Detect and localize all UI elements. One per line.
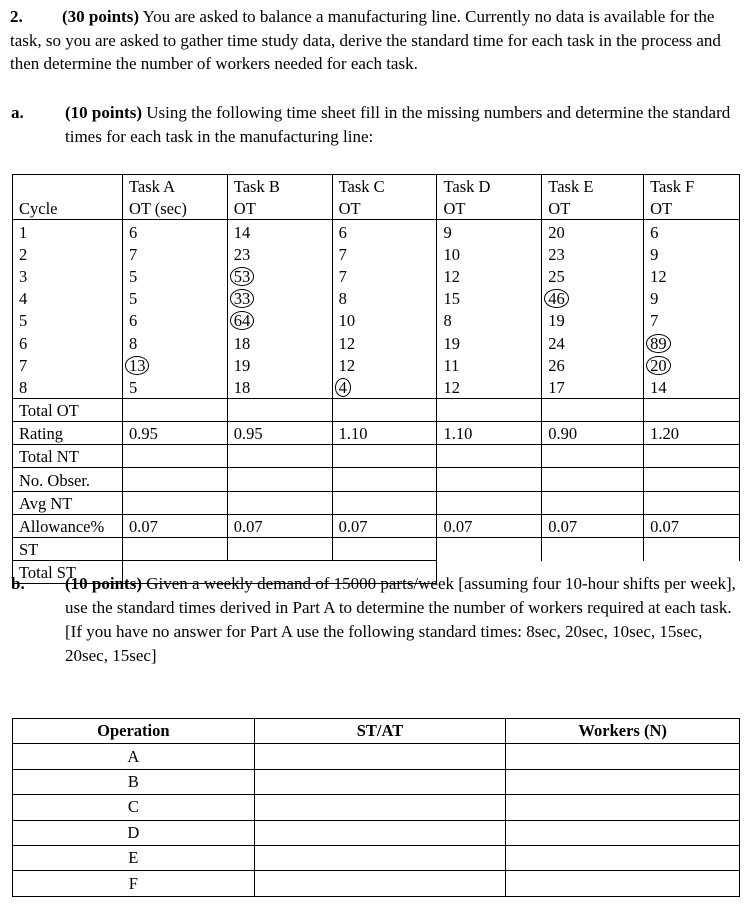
- cycle-number: 7: [13, 354, 123, 376]
- question-points: (30 points): [62, 7, 139, 26]
- operation-label: B: [13, 769, 255, 794]
- cycle-number: 6: [13, 331, 123, 353]
- ot-cell: 26: [542, 354, 644, 376]
- ot-cell: [122, 354, 227, 376]
- summary-row: [13, 445, 740, 468]
- cycle-row: [13, 265, 740, 287]
- summary-cell: [122, 468, 227, 491]
- circled-value: 53: [230, 267, 255, 286]
- cycle-row: [13, 220, 740, 243]
- ot-cell: 18: [227, 331, 332, 353]
- cycle-number: 4: [13, 287, 123, 309]
- summary-cell: [332, 468, 437, 491]
- summary-cell: [227, 538, 332, 561]
- ot-cell: 20: [542, 220, 644, 243]
- part-a: [11, 101, 738, 149]
- summary-cell: [437, 538, 542, 561]
- summary-cell: 0.07: [332, 514, 437, 537]
- st-at-cell: [254, 744, 506, 769]
- ot-cell: 7: [332, 265, 437, 287]
- summary-cell: [542, 538, 644, 561]
- question-number: 2.: [10, 7, 23, 26]
- ot-cell: 8: [122, 331, 227, 353]
- cycle-row: [13, 331, 740, 353]
- operation-label: E: [13, 845, 255, 870]
- part-b-label: b.: [11, 574, 25, 593]
- st-at-header: ST/AT: [254, 719, 506, 744]
- operation-row: [13, 871, 740, 896]
- summary-cell: [437, 398, 542, 421]
- ot-cell: 10: [437, 243, 542, 265]
- summary-row: [13, 398, 740, 421]
- ot-cell: [227, 265, 332, 287]
- summary-cell: [644, 468, 740, 491]
- ot-cell: 9: [644, 243, 740, 265]
- summary-cell: [542, 398, 644, 421]
- summary-cell: [227, 398, 332, 421]
- ot-cell: 6: [122, 309, 227, 331]
- part-b-text: Given a weekly demand of 15000 parts/week [assuming four 10-hour shifts per week], use the standard times derived in Part A to determine the number of workers required at each task. [If you have no answer for Part A use the following standard times: 8sec, 20sec, 10sec, 15sec, 20sec, 15sec]: [65, 574, 736, 665]
- workers-cell: [506, 820, 740, 845]
- ot-cell: 12: [437, 265, 542, 287]
- task-header: Task D: [437, 175, 542, 198]
- circled-value: 64: [230, 311, 255, 330]
- summary-cell: 0.07: [227, 514, 332, 537]
- summary-label: Rating: [13, 422, 123, 445]
- ot-header: OT (sec): [122, 197, 227, 220]
- workers-header-row: [13, 719, 740, 744]
- circled-value: 20: [646, 356, 671, 375]
- task-header-row: [13, 175, 740, 198]
- ot-header: OT: [437, 197, 542, 220]
- summary-cell: [437, 491, 542, 514]
- cycle-number: 5: [13, 309, 123, 331]
- summary-cell: [437, 468, 542, 491]
- task-header: Task C: [332, 175, 437, 198]
- ot-cell: 17: [542, 376, 644, 399]
- summary-cell: [644, 538, 740, 561]
- st-at-cell: [254, 820, 506, 845]
- part-a-points: (10 points): [65, 103, 142, 122]
- ot-header: OT: [644, 197, 740, 220]
- summary-cell: [542, 445, 644, 468]
- task-header: Task B: [227, 175, 332, 198]
- summary-cell: [122, 398, 227, 421]
- ot-cell: 23: [227, 243, 332, 265]
- ot-cell: 12: [644, 265, 740, 287]
- st-at-cell: [254, 845, 506, 870]
- part-b-points: (10 points): [65, 574, 142, 593]
- summary-cell: 1.10: [332, 422, 437, 445]
- cycle-number: 3: [13, 265, 123, 287]
- ot-cell: 9: [644, 287, 740, 309]
- summary-label: Allowance%: [13, 514, 123, 537]
- ot-cell: 7: [644, 309, 740, 331]
- task-header: Task A: [122, 175, 227, 198]
- summary-cell: [227, 445, 332, 468]
- ot-header: OT: [227, 197, 332, 220]
- summary-cell: 1.20: [644, 422, 740, 445]
- ot-cell: 5: [122, 265, 227, 287]
- ot-cell: 19: [437, 331, 542, 353]
- st-at-cell: [254, 871, 506, 896]
- operation-label: D: [13, 820, 255, 845]
- time-sheet-table: [12, 174, 740, 584]
- workers-body: [13, 744, 740, 896]
- ot-cell: 5: [122, 287, 227, 309]
- task-header: Task E: [542, 175, 644, 198]
- question-text: You are asked to balance a manufacturing line. Currently no data is available for the task, so you are asked to gather time study data, derive the standard time for each task in the process and then determine the number of workers needed for each task.: [10, 7, 721, 73]
- circled-value: 13: [125, 356, 150, 375]
- summary-row: [13, 491, 740, 514]
- operation-row: [13, 795, 740, 820]
- ot-cell: 10: [332, 309, 437, 331]
- summary-cell: 0.95: [122, 422, 227, 445]
- workers-cell: [506, 795, 740, 820]
- summary-cell: 0.90: [542, 422, 644, 445]
- part-a-label: a.: [11, 103, 24, 122]
- operation-label: C: [13, 795, 255, 820]
- summary-label: Total ST: [13, 561, 123, 584]
- ot-cell: 19: [227, 354, 332, 376]
- ot-header-row: [13, 197, 740, 220]
- workers-cell: [506, 769, 740, 794]
- workers-cell: [506, 871, 740, 896]
- cycle-row: [13, 376, 740, 399]
- ot-cell: 12: [437, 376, 542, 399]
- ot-cell: 14: [227, 220, 332, 243]
- cycle-row: [13, 287, 740, 309]
- summary-cell: 0.07: [644, 514, 740, 537]
- ot-cell: [644, 354, 740, 376]
- summary-cell: 0.07: [542, 514, 644, 537]
- ot-cell: 14: [644, 376, 740, 399]
- cycle-number: 1: [13, 220, 123, 243]
- workers-cell: [506, 845, 740, 870]
- summary-cell: 1.10: [437, 422, 542, 445]
- workers-cell: [506, 744, 740, 769]
- operation-row: [13, 845, 740, 870]
- ot-cell: [332, 376, 437, 399]
- summary-cell: 0.07: [437, 514, 542, 537]
- cycle-number: 8: [13, 376, 123, 399]
- workers-header: Workers (N): [506, 719, 740, 744]
- summary-cell: [332, 398, 437, 421]
- cycle-header: Cycle: [13, 197, 123, 220]
- ot-cell: 8: [437, 309, 542, 331]
- ot-cell: 24: [542, 331, 644, 353]
- summary-label: ST: [13, 538, 123, 561]
- summary-cell: [227, 491, 332, 514]
- summary-label: No. Obser.: [13, 468, 123, 491]
- summary-cell: [437, 445, 542, 468]
- cycle-row: [13, 309, 740, 331]
- operation-label: A: [13, 744, 255, 769]
- ot-header: OT: [542, 197, 644, 220]
- ot-cell: 8: [332, 287, 437, 309]
- summary-cell: [332, 538, 437, 561]
- summary-row: [13, 422, 740, 445]
- ot-header: OT: [332, 197, 437, 220]
- circled-value: 4: [335, 378, 351, 397]
- operation-row: [13, 820, 740, 845]
- summary-cell: [542, 468, 644, 491]
- observations-body: [13, 220, 740, 399]
- cycle-row: [13, 354, 740, 376]
- ot-cell: 12: [332, 354, 437, 376]
- question-2: [10, 5, 740, 76]
- ot-cell: [227, 287, 332, 309]
- ot-cell: [644, 331, 740, 353]
- part-a-text: Using the following time sheet fill in the missing numbers and determine the standard times for each task in the manufacturing line:: [65, 103, 731, 146]
- summary-row: [13, 538, 740, 561]
- summary-label: Avg NT: [13, 491, 123, 514]
- summary-cell: [122, 538, 227, 561]
- circled-value: 89: [646, 334, 671, 353]
- ot-cell: 7: [332, 243, 437, 265]
- workers-table: [12, 718, 740, 897]
- ot-cell: 7: [122, 243, 227, 265]
- summary-cell: [644, 445, 740, 468]
- ot-cell: 23: [542, 243, 644, 265]
- circled-value: 33: [230, 289, 255, 308]
- circled-value: 46: [544, 289, 569, 308]
- ot-cell: 5: [122, 376, 227, 399]
- summary-cell: 0.95: [227, 422, 332, 445]
- ot-cell: 12: [332, 331, 437, 353]
- summary-cell: [542, 491, 644, 514]
- summary-label: Total OT: [13, 398, 123, 421]
- ot-cell: 6: [332, 220, 437, 243]
- summary-row: [13, 468, 740, 491]
- summary-cell: [122, 491, 227, 514]
- ot-cell: 9: [437, 220, 542, 243]
- ot-cell: 11: [437, 354, 542, 376]
- operation-row: [13, 769, 740, 794]
- summary-label: Total NT: [13, 445, 123, 468]
- corner-cell: [13, 175, 123, 198]
- operation-header: Operation: [13, 719, 255, 744]
- task-header: Task F: [644, 175, 740, 198]
- st-at-cell: [254, 769, 506, 794]
- ot-cell: 6: [122, 220, 227, 243]
- summary-cell: [122, 445, 227, 468]
- summary-cell: [227, 468, 332, 491]
- operation-row: [13, 744, 740, 769]
- summary-cell: [644, 491, 740, 514]
- ot-cell: 19: [542, 309, 644, 331]
- ot-cell: 25: [542, 265, 644, 287]
- summary-cell: [644, 398, 740, 421]
- ot-cell: [227, 309, 332, 331]
- ot-cell: 6: [644, 220, 740, 243]
- summary-cell: [332, 491, 437, 514]
- ot-cell: 18: [227, 376, 332, 399]
- summary-cell: 0.07: [122, 514, 227, 537]
- cycle-row: [13, 243, 740, 265]
- summary-row: [13, 514, 740, 537]
- summary-cell: [332, 445, 437, 468]
- ot-cell: 15: [437, 287, 542, 309]
- ot-cell: [542, 287, 644, 309]
- st-at-cell: [254, 795, 506, 820]
- operation-label: F: [13, 871, 255, 896]
- summary-body: [13, 398, 740, 584]
- cycle-number: 2: [13, 243, 123, 265]
